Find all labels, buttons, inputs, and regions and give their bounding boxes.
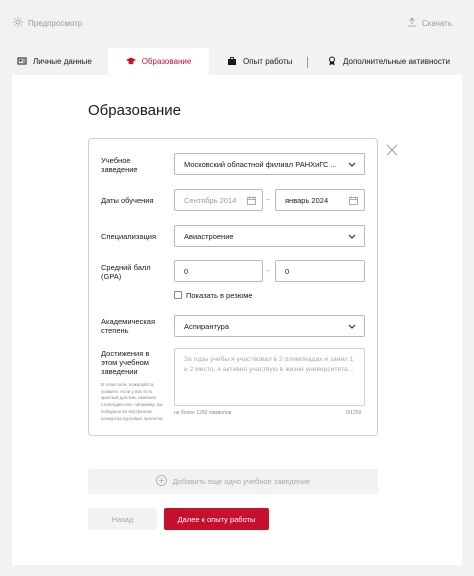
chevron-down-icon [348,234,356,239]
char-limit-hint: не более 1250 символов [174,410,232,416]
add-institution-button[interactable] [88,469,378,494]
specialization-label: Специализация [101,232,157,241]
achievements-help-text: В этом поле, пожалуйста, укажите, если у вас есть красный диплом, именная стипендия или, например, вы победили во внутренних конкурсах курсовых проектов. [101,382,164,421]
tab-personal-data[interactable] [17,48,92,75]
calendar-icon[interactable] [247,196,256,205]
show-in-resume-checkbox[interactable] [174,291,182,299]
page-title: Образование [88,102,181,119]
degree-select[interactable] [174,315,365,337]
char-counter: 0/1250 [346,410,362,416]
add-institution-label: Добавить еще одно учебное заведение [172,477,311,486]
tab-label: Образование [141,57,192,66]
date-end-value: январь 2024 [285,195,329,205]
graduation-cap-icon [126,56,136,68]
briefcase-icon [227,56,237,68]
top-bar [0,0,474,48]
tab-divider [307,57,308,68]
chevron-down-icon [348,162,356,167]
tab-education[interactable] [108,48,209,75]
date-separator: – [266,196,270,203]
degree-label: Академическая степень [101,317,156,335]
gpa-to-value: 0 [285,266,290,276]
achievements-textarea[interactable]: За годы учебы я участвовал в 2 олимпиадах и занял 1 и 2 место, я активно участвую в жизни университета... [174,348,365,406]
gpa-from-value: 0 [184,266,189,276]
gpa-to-input[interactable] [275,260,365,282]
tab-label: Опыт работы [243,57,293,66]
show-in-resume-label: Показать в резюме [186,291,253,300]
preview-label: Предпросмотр [28,18,83,28]
achievements-label: Достижения в этом учебном заведении [101,349,150,376]
id-card-icon [17,56,27,68]
gpa-from-input[interactable] [174,260,263,282]
date-end-input[interactable] [275,189,365,211]
dates-label: Даты обучения [101,196,154,205]
section-tabs [0,48,474,75]
download-label: Скачать [422,18,452,28]
preview-button[interactable] [13,17,82,29]
tab-work-experience[interactable] [227,48,292,75]
specialization-select[interactable] [174,225,365,247]
download-button[interactable] [407,17,452,29]
award-icon [327,56,337,68]
specialization-value: Авиастроение [184,231,234,241]
gpa-separator: – [266,267,270,274]
institution-value: Московский областной филиал РАНХиГС ... [184,159,337,169]
institution-select[interactable] [174,153,365,175]
back-button[interactable]: Назад [88,508,157,530]
date-start-input[interactable] [174,189,263,211]
sun-icon [13,17,23,29]
calendar-icon[interactable] [349,196,358,205]
tab-label: Личные данные [33,57,92,66]
download-icon [407,17,417,29]
chevron-down-icon [348,324,356,329]
degree-value: Аспирантура [184,321,230,331]
plus-circle-icon [156,475,167,488]
close-icon[interactable] [386,143,398,155]
tab-additional-activities[interactable] [327,48,450,75]
next-to-experience-button[interactable]: Далее к опыту работы [164,508,269,530]
date-start-placeholder: Сентябрь 2014 [184,195,237,205]
institution-label: Учебное заведение [101,156,138,174]
gpa-label: Средний балл (GPA) [101,263,151,281]
tab-label: Дополнительные активности [343,57,450,66]
